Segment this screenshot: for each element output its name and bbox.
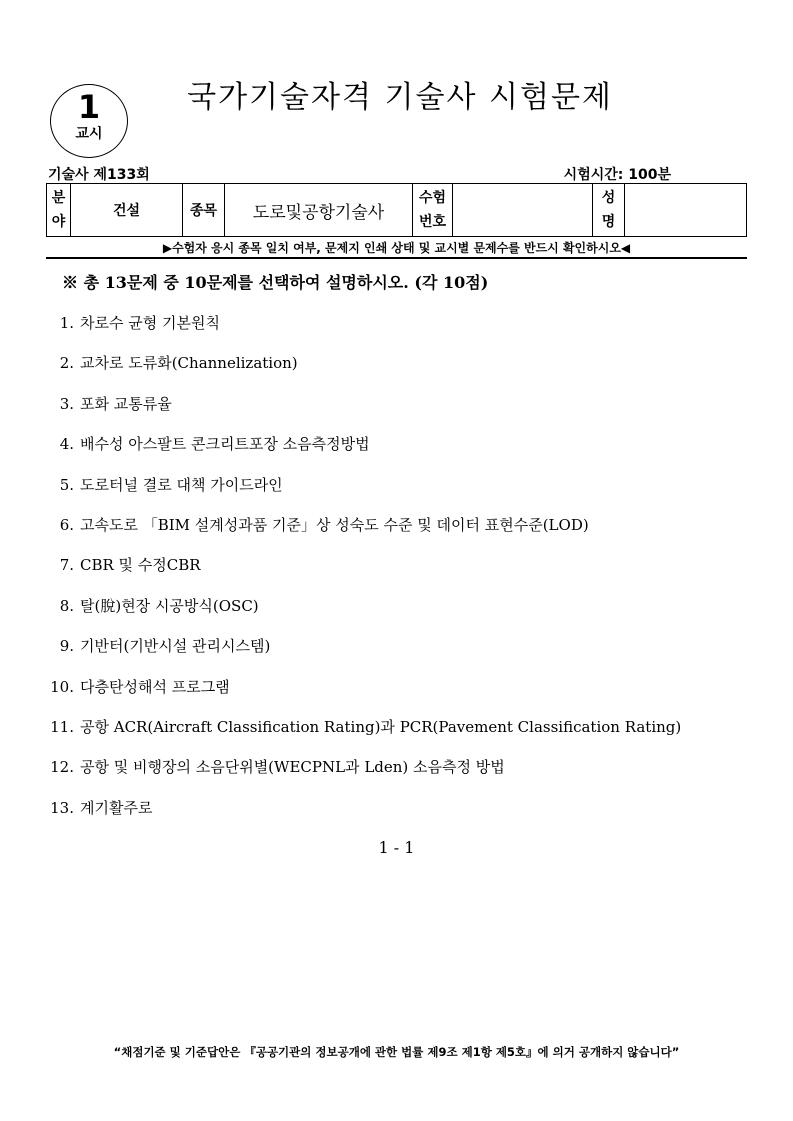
item-label: 종목 bbox=[183, 184, 225, 237]
question-item: 1. 차로수 균형 기본원칙 bbox=[59, 314, 220, 332]
instruction: ※ 총 13문제 중 10문제를 선택하여 설명하시오. (각 10점) bbox=[62, 273, 489, 292]
question-item: 3. 포화 교통류율 bbox=[59, 394, 172, 413]
divider bbox=[46, 257, 747, 259]
question-item: 11. 공항 ACR(Aircraft Classification Rating)과 PCR(Pavement Classification Rating) bbox=[50, 717, 682, 736]
session-label: 교시 bbox=[75, 126, 103, 142]
question-item: 9. 기반터(기반시설 관리시스템) bbox=[59, 637, 271, 656]
field-value: 건설 bbox=[71, 184, 183, 237]
question-item: 5. 도로터널 결로 대책 가이드라인 bbox=[59, 475, 283, 494]
question-item: 10. 다층탄성해석 프로그램 bbox=[50, 677, 230, 696]
exam-number-label: 수험 번호 bbox=[413, 184, 453, 237]
exam-number-field[interactable] bbox=[453, 184, 593, 237]
page-title: 국가기술자격 기술사 시험문제 bbox=[187, 80, 613, 115]
exam-round: 기술사 제133회 bbox=[48, 167, 150, 183]
question-item: 2. 교차로 도류화(Channelization) bbox=[59, 354, 298, 373]
question-item: 7. CBR 및 수정CBR bbox=[59, 556, 201, 575]
check-notice: ▶수험자 응시 종목 일치 여부, 문제지 인쇄 상태 및 교시별 문제수를 반드시 확인하시오◀ bbox=[162, 241, 631, 255]
name-field[interactable] bbox=[625, 184, 747, 237]
question-item: 8. 탈(脫)현장 시공방식(OSC) bbox=[59, 596, 259, 615]
name-label: 성 명 bbox=[593, 184, 625, 237]
session-number: 1 bbox=[77, 88, 101, 126]
footer-note: “채점기준 및 기준답안은 『공공기관의 정보공개에 관한 법률 제9조 제1항 제5호』에 의거 공개하지 않습니다” bbox=[113, 1045, 680, 1059]
question-item: 13. 계기활주로 bbox=[50, 798, 153, 817]
exam-time: 시험시간: 100분 bbox=[563, 167, 671, 183]
exam-info-table bbox=[46, 183, 747, 237]
session-badge bbox=[50, 84, 128, 158]
page-number: 1 - 1 bbox=[378, 838, 415, 857]
question-item: 6. 고속도로 「BIM 설계성과품 기준」상 성숙도 수준 및 데이터 표현수준(LOD) bbox=[59, 515, 589, 534]
question-list bbox=[44, 312, 681, 837]
field-label: 분 야 bbox=[47, 184, 71, 237]
question-item: 4. 배수성 아스팔트 콘크리트포장 소음측정방법 bbox=[59, 435, 370, 454]
question-item: 12. 공항 및 비행장의 소음단위별(WECPNL과 Lden) 소음측정 방법 bbox=[50, 758, 505, 777]
item-value: 도로및공항기술사 bbox=[225, 184, 413, 237]
